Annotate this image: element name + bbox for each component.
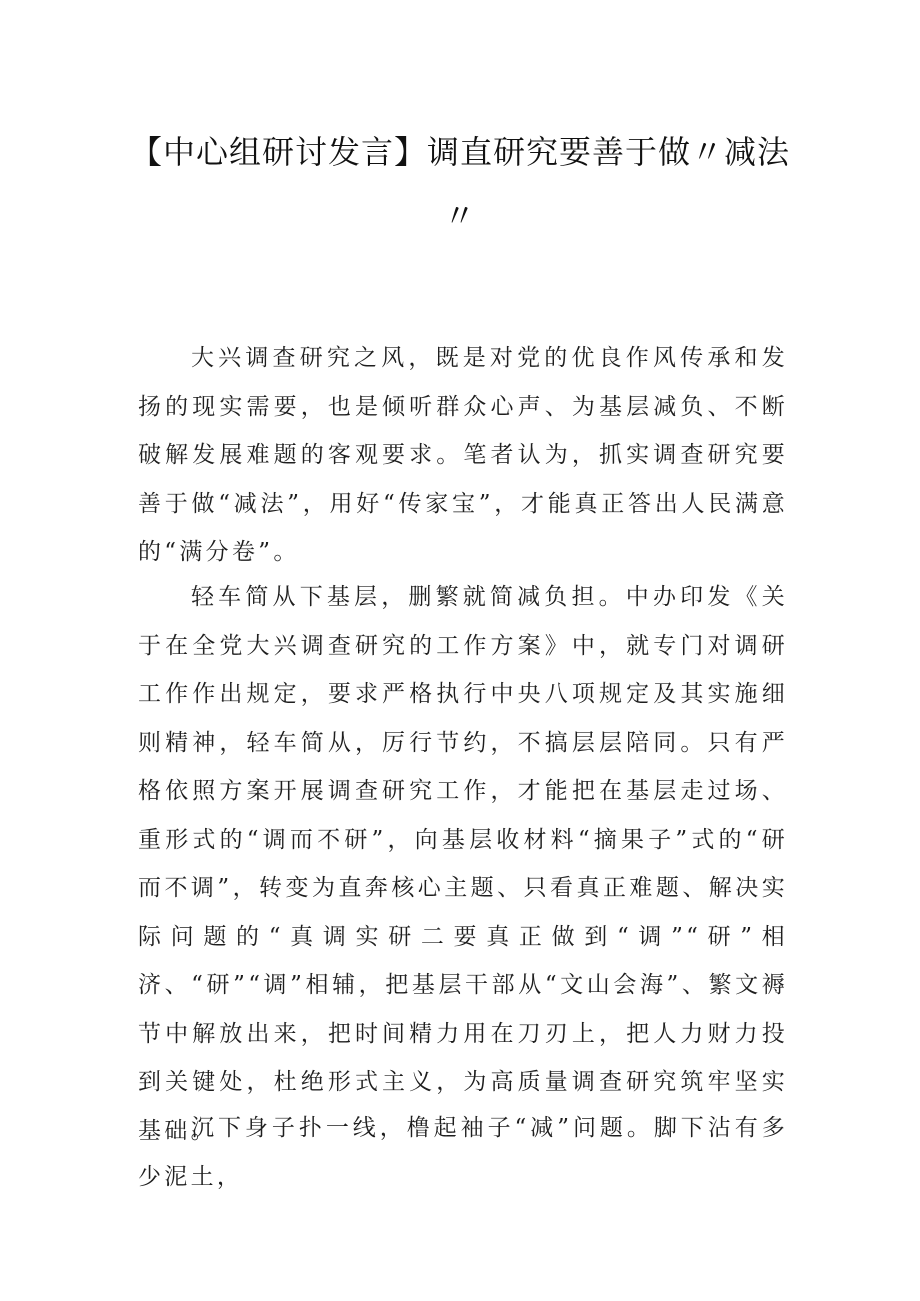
document-title: 【中心组研讨发言】调直研究要善于做〃减法〃 xyxy=(130,133,791,235)
paragraph-frontline: 沉下身子扑一线，橹起袖子“减”问题。脚下沾有多少泥土， xyxy=(138,1115,788,1190)
paragraph-intro: 大兴调查研究之风，既是对党的优良作风传承和发扬的现实需要，也是倾听群众心声、为基层减负、不断破解发展难题的客观要求。笔者认为，抓实调查研究要善于做“减法”，用好“传家宝”，才能真正答出人民满意的“满分卷”。 xyxy=(138,345,788,565)
paragraph-light-travel: 轻车简从下基层，删繁就简减负担。中办印发《关于在全党大兴调查研究的工作方案》中，就专门对调研工作作出规定，要求严格执行中央八项规定及其实施细则精神，轻车简从，厉行节约，不搞层层陪同。只有严格依照方案开展调查研究工作，才能把在基层走过场、重形式的“调而不研”，向基层收材料“摘果子”式的“研而不调”，转变为直奔核心主题、只看真正难题、解决实际问题的“真调实研二要真正做到“调”“研”相济、“研”“调”相辅，把基层干部从“文山会海”、繁文褥节中解放出来，把时间精力用在刀刃上，把人力财力投到关键处，杜绝形式主义，为高质量调查研究筑牢坚实基础。 xyxy=(138,584,788,1144)
